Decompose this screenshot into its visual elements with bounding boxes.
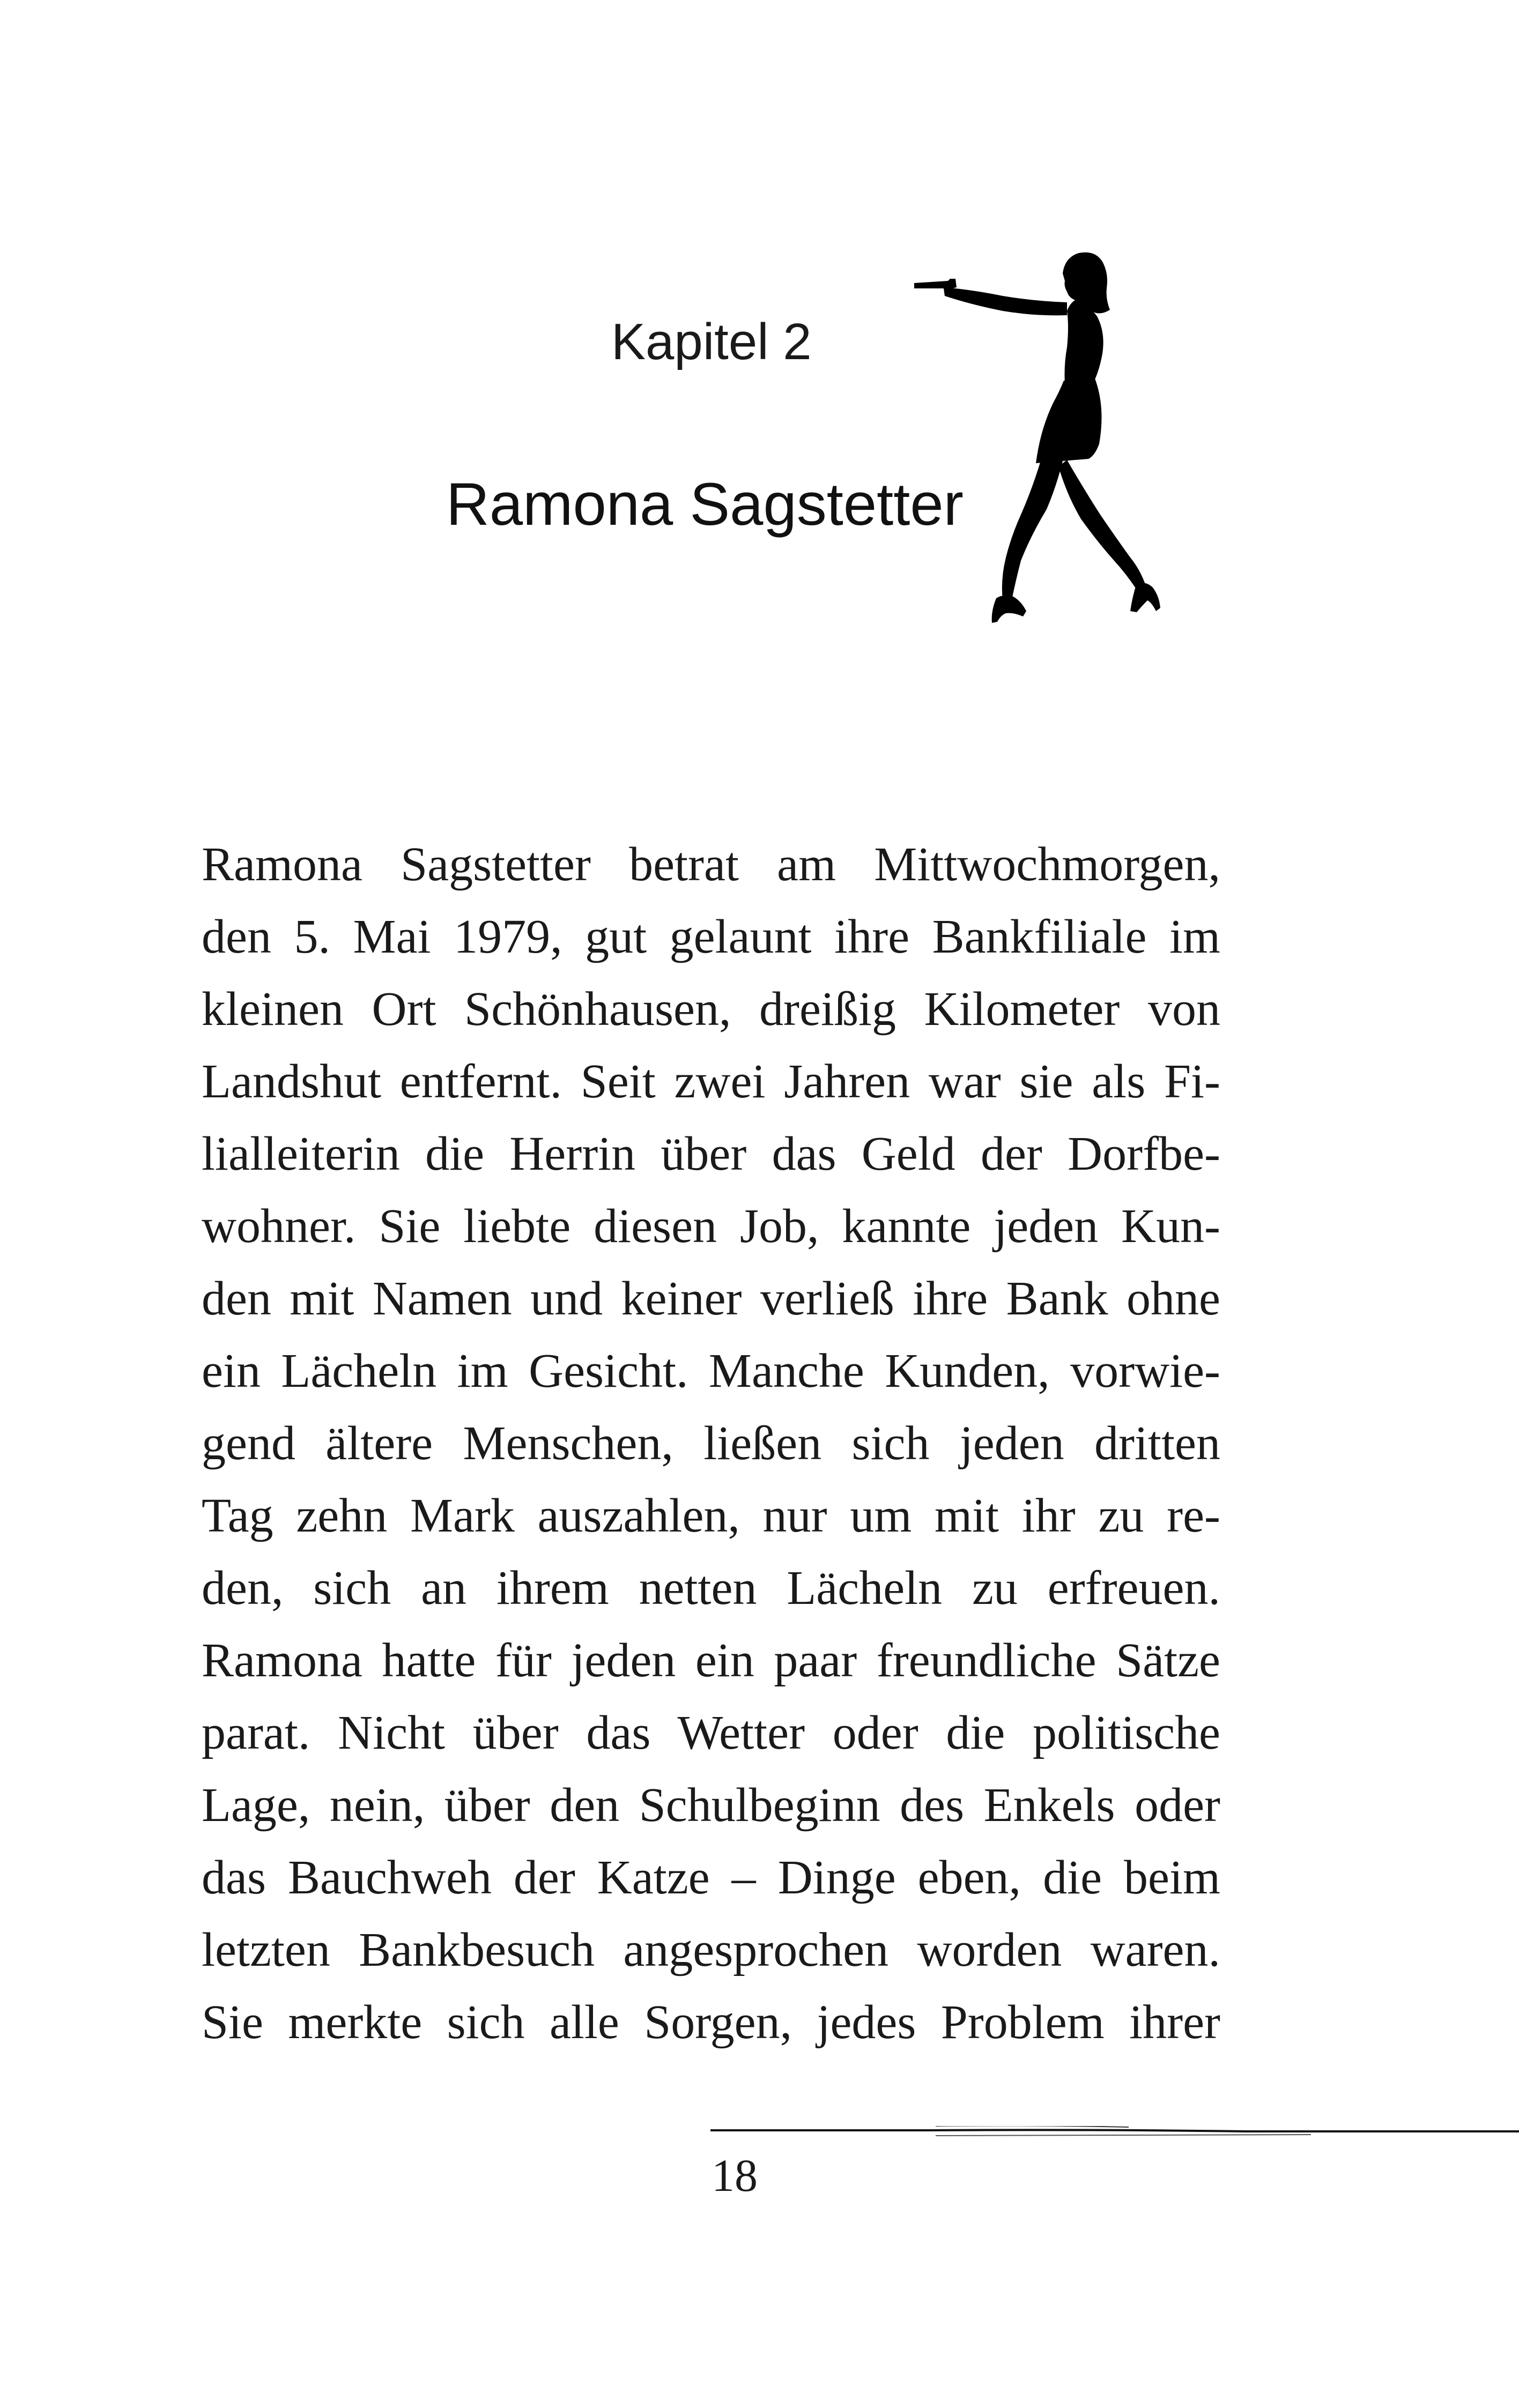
- body-line: lialleiterin die Herrin über das Geld der Dorfbe-: [202, 1127, 1220, 1180]
- body-line: Landshut entfernt. Seit zwei Jahren war sie als Fi-: [202, 1055, 1220, 1108]
- chapter-label: Kapitel 2: [611, 313, 812, 370]
- body-line: ein Lächeln im Gesicht. Manche Kunden, vorwie-: [202, 1344, 1220, 1398]
- body-line: Lage, nein, über den Schulbeginn des Enkels oder: [202, 1779, 1220, 1832]
- page-number: 18: [712, 2150, 758, 2201]
- silhouette-shape: [914, 252, 1160, 623]
- body-line: Ramona Sagstetter betrat am Mittwochmorgen,: [202, 838, 1220, 891]
- body-line: Ramona hatte für jeden ein paar freundliche Sätze: [202, 1634, 1220, 1687]
- body-line: parat. Nicht über das Wetter oder die politische: [202, 1706, 1220, 1759]
- woman-with-pistol-silhouette-icon: [906, 236, 1185, 627]
- body-line: das Bauchweh der Katze – Dinge eben, die beim: [202, 1851, 1220, 1904]
- footer-divider: [710, 2126, 1519, 2137]
- body-line: wohner. Sie liebte diesen Job, kannte jeden Kun-: [202, 1200, 1220, 1253]
- body-line: gend ältere Menschen, ließen sich jeden dritten: [202, 1417, 1220, 1470]
- body-text: [202, 828, 1220, 2058]
- body-line: den, sich an ihrem netten Lächeln zu erfreuen.: [202, 1562, 1220, 1615]
- body-line: letzten Bankbesuch angesprochen worden waren.: [202, 1923, 1220, 1976]
- body-line: Tag zehn Mark auszahlen, nur um mit ihr zu re-: [202, 1489, 1220, 1542]
- body-line: kleinen Ort Schönhausen, dreißig Kilometer von: [202, 983, 1220, 1036]
- chapter-title: Ramona Sagstetter: [446, 471, 964, 538]
- body-line: Sie merkte sich alle Sorgen, jedes Problem ihrer: [202, 1996, 1220, 2049]
- body-line: den mit Namen und keiner verließ ihre Bank ohne: [202, 1272, 1220, 1325]
- body-line: den 5. Mai 1979, gut gelaunt ihre Bankfiliale im: [202, 910, 1220, 963]
